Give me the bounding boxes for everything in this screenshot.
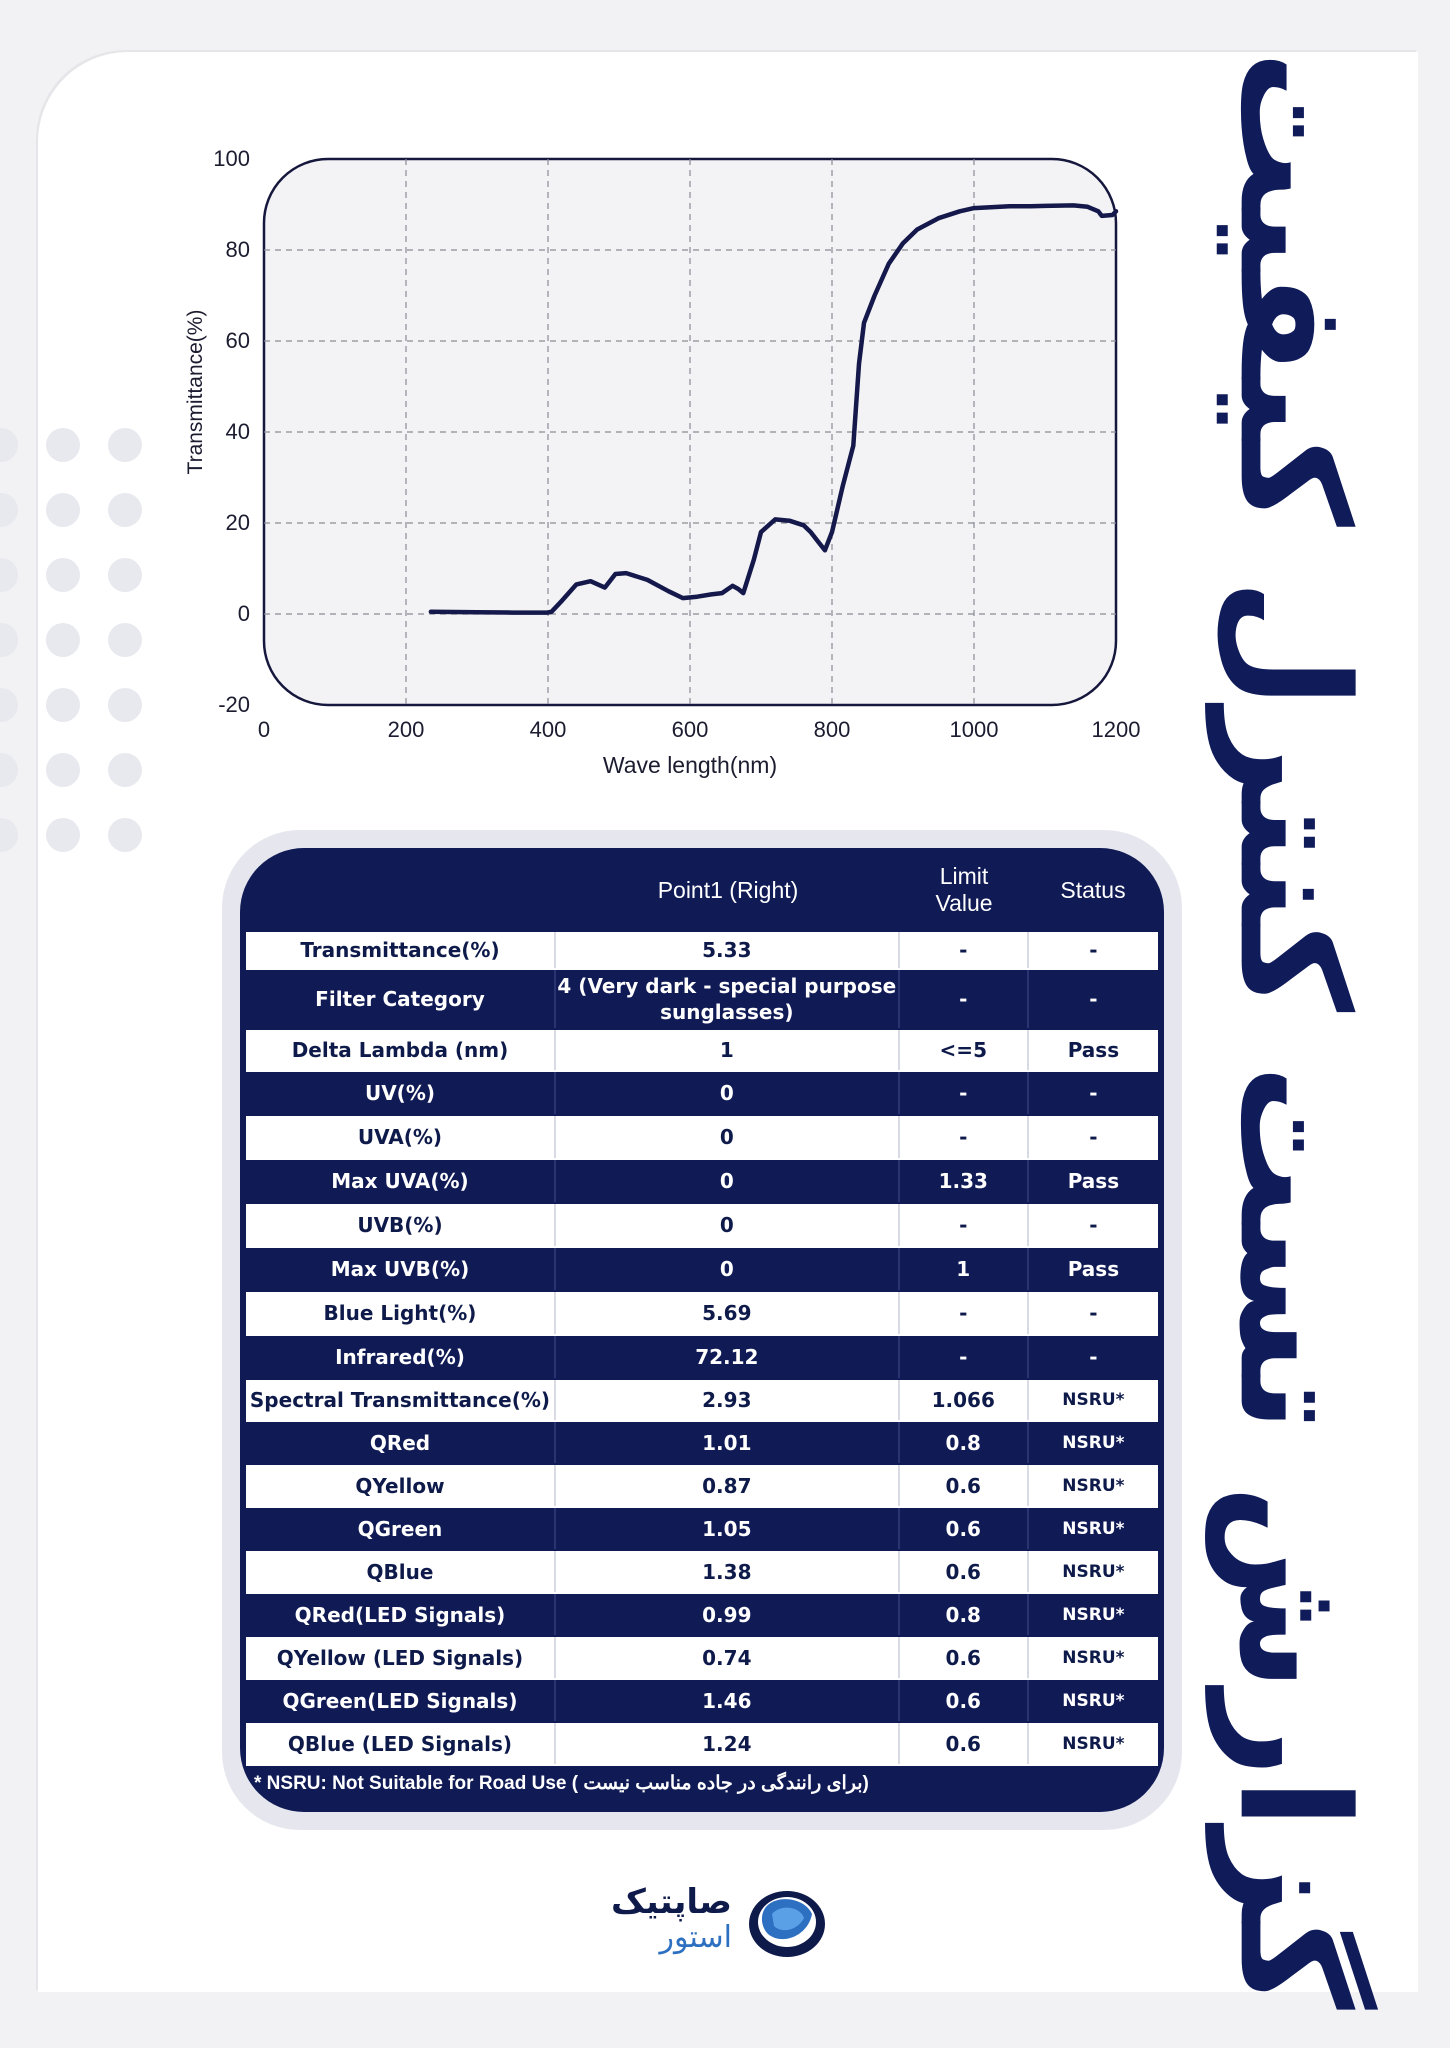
- row-point1-value: 0.74: [556, 1637, 900, 1678]
- row-point1-value: 5.69: [556, 1292, 900, 1334]
- row-point1-value: 0: [556, 1204, 900, 1246]
- table-row: [246, 1723, 1158, 1766]
- table-row: [246, 1248, 1158, 1292]
- row-label: Max UVA(%): [246, 1160, 556, 1202]
- row-label: QYellow (LED Signals): [246, 1637, 556, 1678]
- row-status: Pass: [1067, 1257, 1120, 1281]
- decorative-dot: [108, 753, 142, 787]
- decorative-dot: [46, 493, 80, 527]
- decorative-dots: [0, 428, 150, 868]
- row-label: Filter Category: [246, 970, 556, 1028]
- table-row: [246, 1465, 1158, 1508]
- y-tick-label: 80: [225, 237, 250, 262]
- row-label: QGreen(LED Signals): [246, 1680, 556, 1721]
- side-title-container: [1178, 50, 1408, 2010]
- row-status: -: [1089, 987, 1098, 1011]
- decorative-dot: [108, 688, 142, 722]
- row-point1-value: 0: [556, 1072, 900, 1114]
- row-status: Pass: [1067, 1038, 1120, 1062]
- decorative-dot: [108, 428, 142, 462]
- decorative-dot: [108, 493, 142, 527]
- x-tick-label: 1000: [949, 717, 999, 742]
- row-limit-value: <=5: [900, 1030, 1029, 1070]
- row-limit-value: 0.6: [900, 1508, 1029, 1549]
- row-label: QGreen: [246, 1508, 556, 1549]
- row-point1-value: 0.99: [556, 1594, 900, 1635]
- header-cell-point1: Point1 (Right): [657, 876, 799, 903]
- row-point1-value: 0: [556, 1248, 900, 1290]
- row-status: -: [1089, 1081, 1098, 1105]
- row-limit-value: -: [900, 1116, 1029, 1158]
- decorative-dot: [46, 818, 80, 852]
- row-label: Blue Light(%): [246, 1292, 556, 1334]
- x-tick-label: 600: [671, 717, 709, 742]
- row-point1-value: 1: [556, 1030, 900, 1070]
- row-label: Transmittance(%): [246, 932, 556, 968]
- decorative-dot: [0, 623, 18, 657]
- row-limit-value: -: [900, 1336, 1029, 1378]
- row-status: NSRU*: [1062, 1390, 1125, 1410]
- table-row: [246, 1072, 1158, 1116]
- row-limit-value: 0.8: [900, 1594, 1029, 1635]
- table-row: [246, 1160, 1158, 1204]
- header-cell-empty: [246, 848, 556, 932]
- y-tick-label: 20: [225, 510, 250, 535]
- table-row: [246, 1380, 1158, 1422]
- row-limit-value: 1.066: [900, 1380, 1029, 1420]
- logo-line-1: صاپتیک: [611, 1882, 732, 1922]
- decorative-dot: [0, 818, 18, 852]
- decorative-dot: [108, 558, 142, 592]
- row-point1-value: 72.12: [556, 1336, 900, 1378]
- row-point1-value: 1.24: [556, 1723, 900, 1764]
- row-status: -: [1089, 1125, 1098, 1149]
- row-status: NSRU*: [1062, 1647, 1125, 1668]
- decorative-dot: [0, 428, 18, 462]
- row-status: NSRU*: [1062, 1518, 1125, 1539]
- decorative-dot: [46, 558, 80, 592]
- page-title: گزارش تست کنترل کیفیت: [1206, 50, 1380, 2010]
- row-label: UVB(%): [246, 1204, 556, 1246]
- row-status: NSRU*: [1062, 1604, 1125, 1625]
- table-header: [240, 848, 1164, 932]
- brand-logo: [578, 1880, 828, 1960]
- x-tick-label: 400: [529, 717, 567, 742]
- row-point1-value: 1.46: [556, 1680, 900, 1721]
- row-label: UV(%): [246, 1072, 556, 1114]
- row-status: Pass: [1067, 1169, 1120, 1193]
- row-point1-value: 0.87: [556, 1465, 900, 1506]
- row-label: Spectral Transmittance(%): [246, 1380, 556, 1420]
- decorative-dot: [46, 428, 80, 462]
- row-status: NSRU*: [1062, 1432, 1125, 1453]
- y-axis-label: Transmittance(%): [184, 309, 207, 475]
- row-point1-value: 2.93: [556, 1380, 900, 1420]
- row-label: Max UVB(%): [246, 1248, 556, 1290]
- y-tick-label: 100: [213, 146, 250, 171]
- row-limit-value: 0.8: [900, 1422, 1029, 1463]
- row-point1-value: 0: [556, 1160, 900, 1202]
- row-point1-value: 1.01: [556, 1422, 900, 1463]
- row-status: -: [1089, 938, 1098, 962]
- x-tick-label: 1200: [1091, 717, 1141, 742]
- row-status: -: [1089, 1345, 1098, 1369]
- row-point1-value: 0: [556, 1116, 900, 1158]
- table-footnote: * NSRU: Not Suitable for Road Use ( برای رانندگی در جاده مناسب نیست): [254, 1773, 869, 1794]
- row-status: NSRU*: [1062, 1733, 1125, 1754]
- row-status: NSRU*: [1062, 1690, 1125, 1711]
- row-label: UVA(%): [246, 1116, 556, 1158]
- table-row: [246, 1594, 1158, 1637]
- row-status: NSRU*: [1062, 1475, 1125, 1496]
- row-limit-value: 0.6: [900, 1680, 1029, 1721]
- y-tick-label: -20: [218, 692, 250, 717]
- header-cell-status: Status: [1060, 876, 1126, 903]
- row-point1-value: 1.38: [556, 1551, 900, 1592]
- row-label: QBlue: [246, 1551, 556, 1592]
- row-label: QRed(LED Signals): [246, 1594, 556, 1635]
- table-row: [246, 1508, 1158, 1551]
- row-limit-value: -: [900, 932, 1029, 968]
- decorative-dot: [0, 753, 18, 787]
- row-status: -: [1089, 1301, 1098, 1325]
- row-point1-value: 1.05: [556, 1508, 900, 1549]
- decorative-dot: [46, 688, 80, 722]
- lens-logo-icon: [742, 1884, 828, 1960]
- decorative-dot: [0, 688, 18, 722]
- row-limit-value: 0.6: [900, 1723, 1029, 1764]
- y-tick-label: 60: [225, 328, 250, 353]
- table-row: [246, 932, 1158, 970]
- x-tick-label: 800: [813, 717, 851, 742]
- table-row: [246, 1637, 1158, 1680]
- x-tick-label: 0: [257, 717, 271, 742]
- row-label: QBlue (LED Signals): [246, 1723, 556, 1764]
- decorative-dot: [46, 623, 80, 657]
- row-limit-value: 0.6: [900, 1637, 1029, 1678]
- table-row: [246, 1204, 1158, 1248]
- row-limit-value: -: [900, 970, 1029, 1028]
- decorative-dot: [0, 493, 18, 527]
- table-row: [246, 1680, 1158, 1723]
- row-label: QYellow: [246, 1465, 556, 1506]
- row-label: QRed: [246, 1422, 556, 1463]
- header-cell-limit-value: Limit Value: [935, 863, 993, 916]
- row-point1-value: 5.33: [556, 932, 900, 968]
- table-body: [246, 932, 1158, 1766]
- decorative-dot: [108, 623, 142, 657]
- table-row: [246, 1292, 1158, 1336]
- row-limit-value: 1.33: [900, 1160, 1029, 1202]
- table-row: [246, 1551, 1158, 1594]
- row-limit-value: 1: [900, 1248, 1029, 1290]
- row-label: Delta Lambda (nm): [246, 1030, 556, 1070]
- row-status: NSRU*: [1062, 1561, 1125, 1582]
- y-tick-label: 0: [237, 601, 250, 626]
- decorative-dot: [46, 753, 80, 787]
- decorative-dot: [108, 818, 142, 852]
- logo-line-2: استور: [659, 1920, 732, 1955]
- table-row: [246, 970, 1158, 1030]
- row-point1-value: 4 (Very dark - special purpose sunglasses): [556, 970, 900, 1028]
- x-tick-label: 200: [387, 717, 425, 742]
- row-limit-value: -: [900, 1204, 1029, 1246]
- decorative-dot: [0, 558, 18, 592]
- table-row: [246, 1422, 1158, 1465]
- row-limit-value: -: [900, 1292, 1029, 1334]
- row-limit-value: -: [900, 1072, 1029, 1114]
- transmittance-chart: [150, 130, 1150, 790]
- y-tick-label: 40: [225, 419, 250, 444]
- row-limit-value: 0.6: [900, 1465, 1029, 1506]
- table-row: [246, 1336, 1158, 1380]
- x-axis-label: Wave length(nm): [602, 752, 778, 778]
- table-row: [246, 1030, 1158, 1072]
- results-table: [240, 848, 1164, 1812]
- row-label: Infrared(%): [246, 1336, 556, 1378]
- table-row: [246, 1116, 1158, 1160]
- row-limit-value: 0.6: [900, 1551, 1029, 1592]
- row-status: -: [1089, 1213, 1098, 1237]
